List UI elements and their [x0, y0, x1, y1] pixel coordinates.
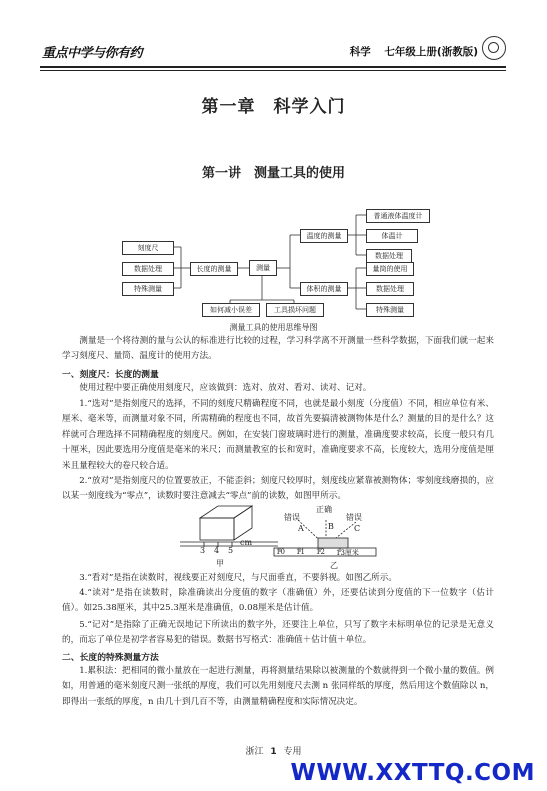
fig-yi-tick-11: 11: [296, 548, 305, 556]
section-2-para-1: 1.累积法：把相同的微小量放在一起进行测量，再将测量结果除以被测量的个数就得到一个微小量的数值。例如，用普通的毫米刻度尺测一张纸的厚度，我们可以先用刻度尺去测 n 张同样纸的厚度，然后用这个数值除以 n，即得出一张纸的厚度，n 由几十到几百不等，由测量精确程度和实际情况决定。: [62, 666, 494, 707]
fig-yi-letter-c: C: [354, 524, 361, 533]
lecture-title: 第一讲 测量工具的使用: [201, 166, 345, 181]
node-data-processing-volume: 数据处理: [366, 282, 414, 296]
book-label: 七年级上册(浙教版): [384, 46, 478, 58]
fig-jia-label: 甲: [216, 559, 224, 568]
intro-paragraph: 测量是一个将待测的量与公认的标准进行比较的过程，学习科学离不开测量一些科学数据，下面我们就一起来学习刻度尺、量筒、温度计的使用方法。: [62, 336, 494, 362]
fig-jia-tick-4: 4: [214, 546, 220, 555]
node-data-processing-length: 数据处理: [122, 262, 174, 276]
section-1-title: 一、刻度尺：长度的测量: [62, 370, 159, 380]
fig-yi-wrong-right: 错误: [346, 513, 362, 522]
fig-yi-tick-13: 13厘米: [336, 549, 359, 557]
node-liquid-thermometer: 普通液体温度计: [366, 209, 430, 223]
fig-yi-tick-12: 12: [316, 548, 325, 556]
fig-yi-label: 乙: [330, 561, 338, 570]
section-1-para-1: 1.“选对”是指刻度尺的选择，不同的刻度尺精确程度不同，也就是最小刻度（分度值）不同，相应单位有米、厘米、毫米等，而测量对象不同，所需精确的程度也不同，故首先要搞清被测物体是什么？测量的目的是什么？这样就可合理选择不同精确程度的刻度尺。例如，在安装门窗玻璃时进行的测量，准确度要求较高，长度一般只有几十厘米，因此要选用分度值是毫米的米尺；而测量教室的长和宽时，准确度要求不高，长度较大，选用分度值是厘米且量程较大的卷尺较合适。: [62, 399, 494, 471]
node-tool-damage: 工具损坏问题: [266, 303, 324, 317]
node-length-measure: 长度的测量: [190, 262, 238, 276]
section-2-title: 二、长度的特殊测量方法: [62, 653, 159, 663]
node-volume-measure: 体积的测量: [300, 282, 348, 296]
node-clinical-thermometer: 体温计: [366, 229, 418, 243]
page-number: 1: [270, 747, 277, 757]
fig-yi-letter-b: B: [328, 522, 334, 531]
node-cylinder-use: 量筒的使用: [366, 262, 414, 276]
node-data-processing-temp: 数据处理: [366, 249, 412, 263]
chapter-title: 第一章 科学入门: [201, 97, 346, 117]
fig-yi-wrong-left: 错误: [284, 513, 300, 522]
section-1-para-3: 3.“看对”是指在读数时，视线要正对刻度尺，与尺面垂直，不要斜视。如图乙所示。: [79, 573, 397, 583]
book-info: [340, 44, 478, 59]
subject-label: 科学: [349, 46, 371, 58]
ruler-figures: [180, 500, 500, 570]
footer-region: 浙江: [245, 747, 264, 757]
node-ruler: 刻度尺: [122, 241, 174, 255]
node-temperature-measure: 温度的测量: [300, 229, 348, 243]
fig-yi-tick-10: 10: [276, 548, 285, 556]
mind-map: [0, 200, 547, 320]
node-special-measure-volume: 特殊测量: [366, 303, 414, 317]
page-footer: [0, 744, 547, 757]
fig-yi-correct: 正确: [316, 505, 332, 514]
node-reduce-error: 如何减小误差: [202, 303, 260, 317]
header-rule: [40, 66, 506, 68]
section-1-para-2: 2.“放对”是指刻度尺的位置要放正，不能歪斜；刻度尺较厚时，刻度线应紧靠被测物体；零刻度线磨损的，应以某一刻度线为“零点”，读数时要注意减去“零点”前的读数，如图甲所示。: [62, 476, 494, 502]
section-1-para-5: 5.“记对”是指除了正确无误地记下所读出的数字外，还要注上单位，只写了数字未标明单位的记录是无意义的，而忘了单位是初学者容易犯的错误。数据书写格式：准确值＋估计值＋单位。: [62, 620, 494, 646]
footer-note: 专用: [283, 747, 302, 757]
section-1-para-0: 使用过程中要正确使用刻度尺，应该做到：选对、放对、看对、读对、记对。: [79, 383, 372, 393]
header-rule-thin: [40, 70, 506, 71]
fig-yi-letter-a: A: [298, 524, 304, 533]
section-1-para-4: 4.“读对”是指在读数时，除准确读出分度值的数字（准确值）外，还要估读到分度值的下一位数字（估计值）。如25.38厘米，其中25.3厘米是准确值，0.08厘米是估计值。: [62, 588, 494, 614]
fig-jia-tick-5: 5: [228, 546, 234, 555]
mind-map-caption: 测量工具的使用思维导图: [229, 323, 318, 332]
series-logo: 重点中学与你有约: [42, 46, 143, 61]
node-measure-center: 测量: [249, 260, 277, 276]
fig-jia-unit: cm: [240, 538, 253, 547]
node-special-measure-length: 特殊测量: [122, 282, 174, 296]
fig-jia-tick-3: 3: [200, 546, 206, 555]
seal-icon: [482, 36, 506, 60]
watermark: WWW.XXTTQ.COM: [290, 760, 535, 786]
ruler-diagrams: [180, 500, 500, 570]
page-header: [42, 42, 506, 64]
